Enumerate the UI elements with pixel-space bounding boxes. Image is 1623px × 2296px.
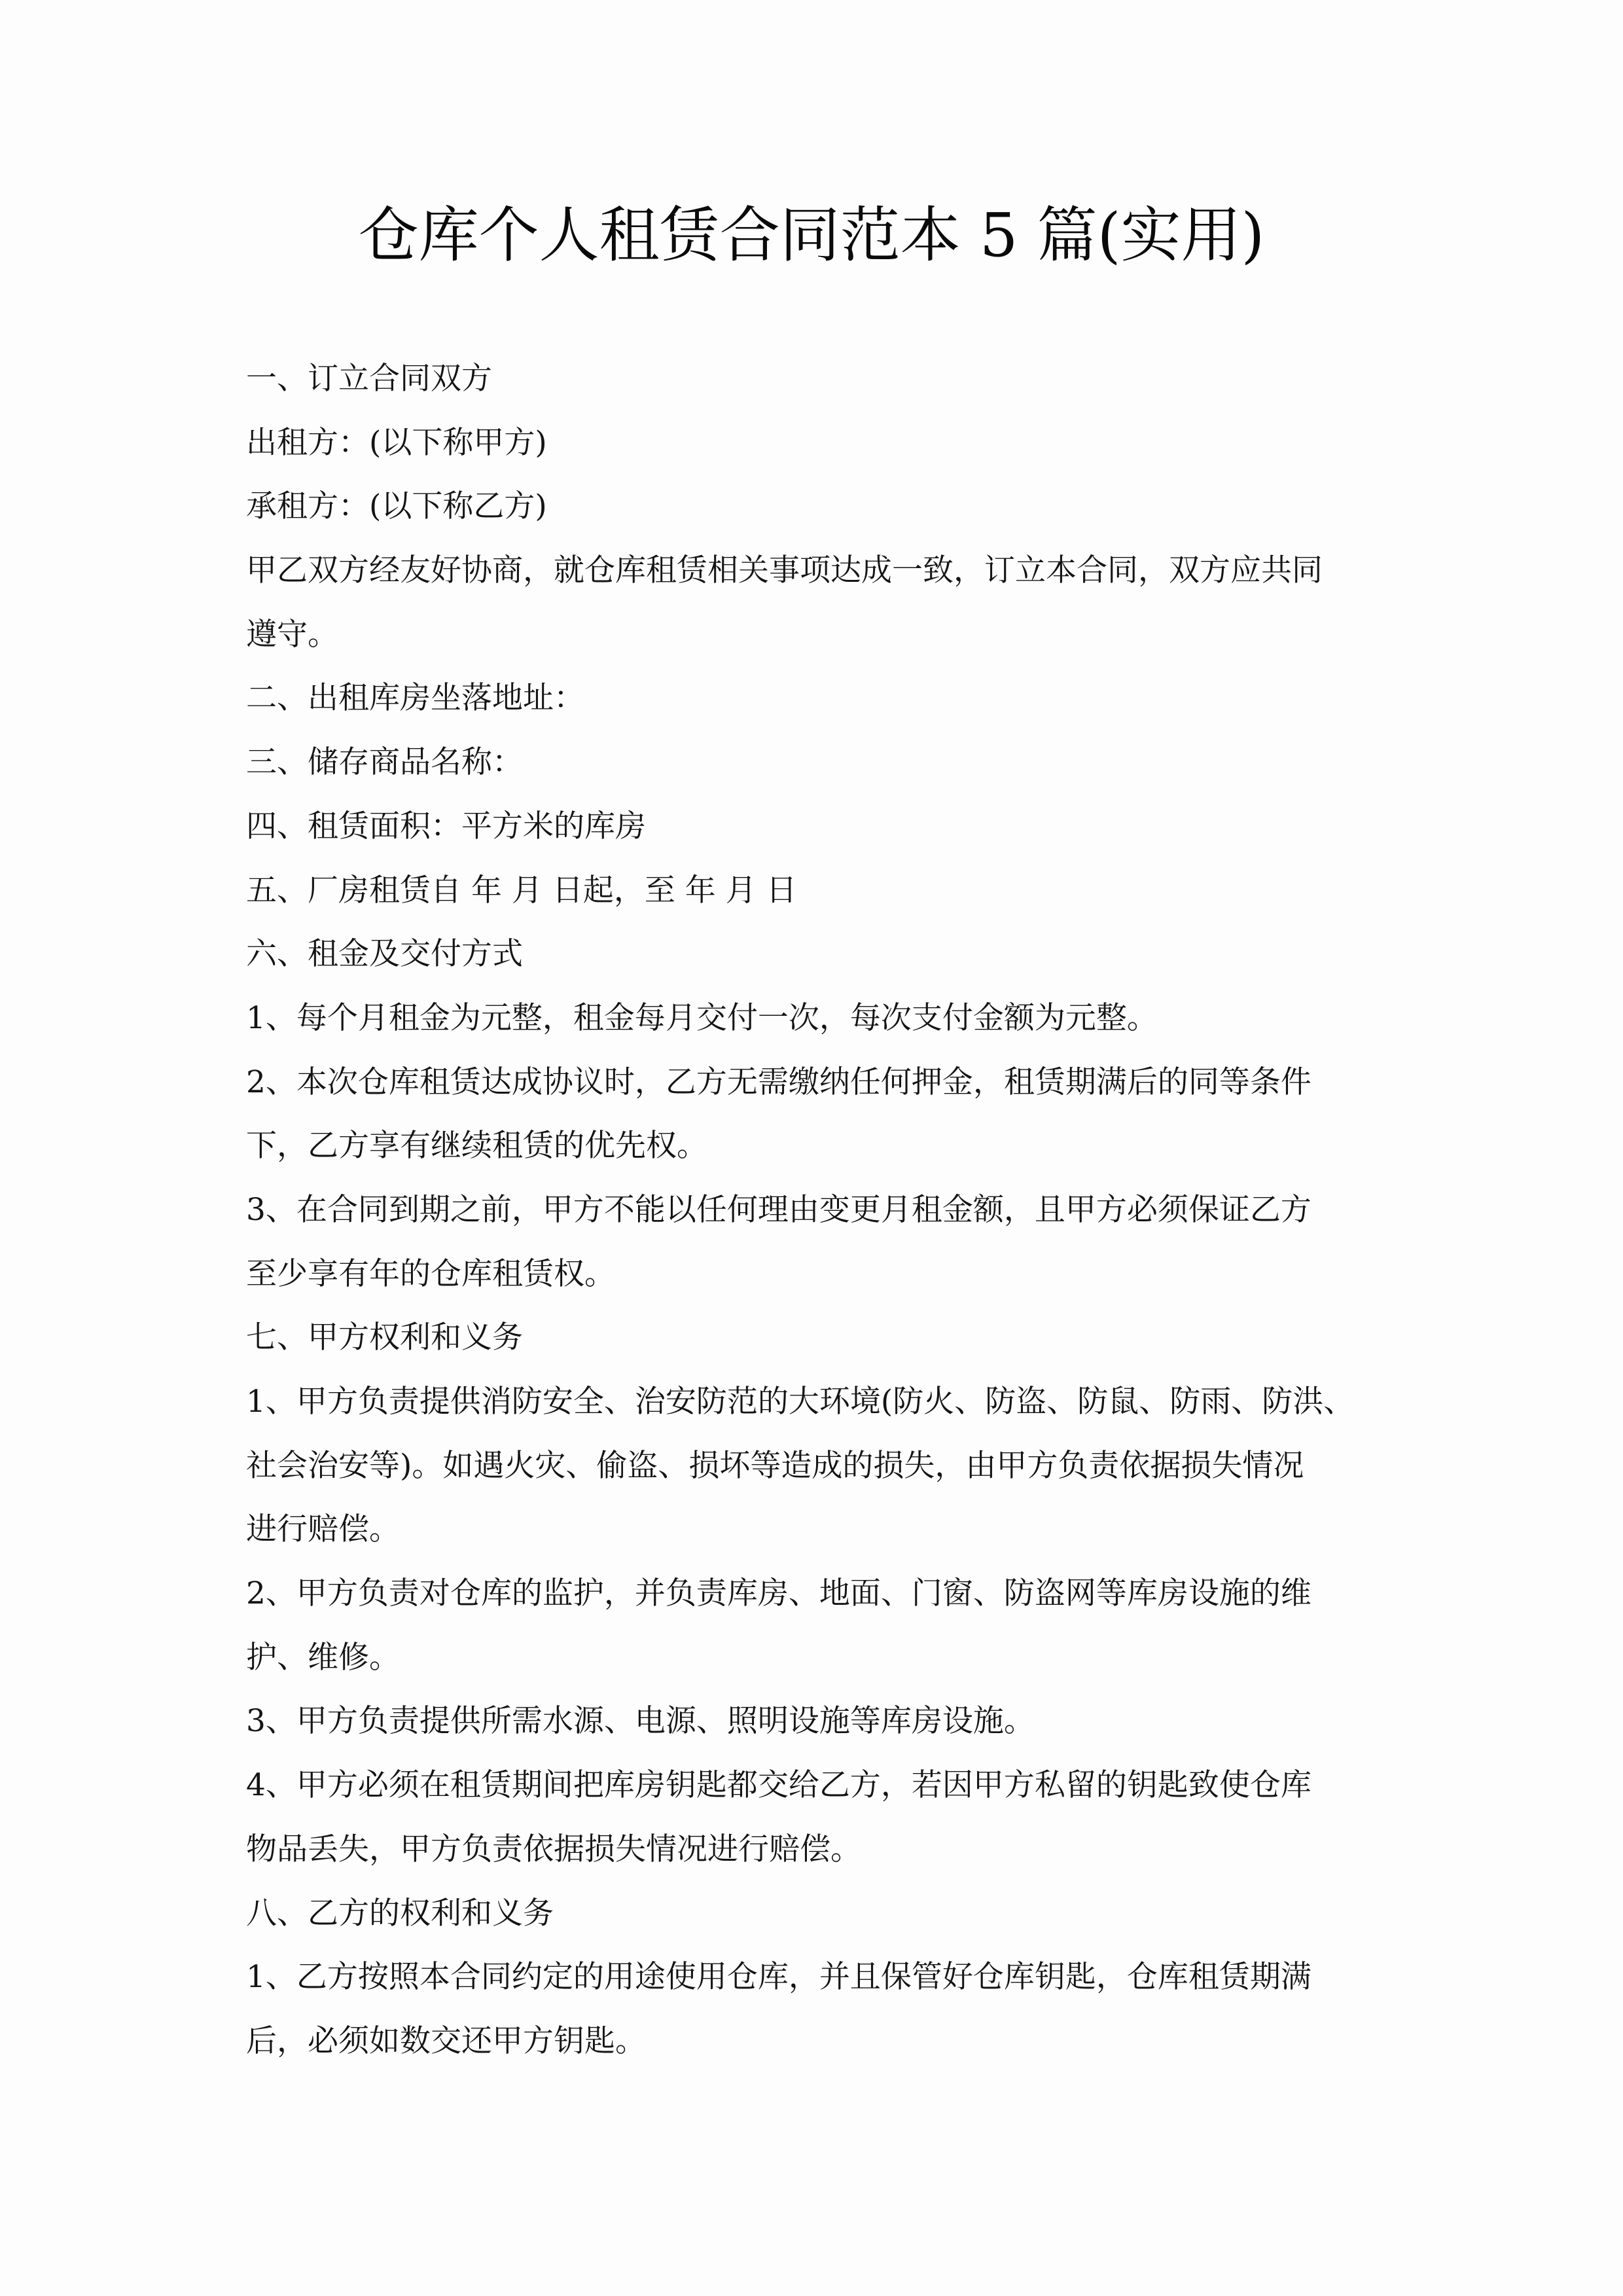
- paragraph-line: 后，必须如数交还甲方钥匙。: [246, 2022, 646, 2059]
- lessee-line: 承租方：(以下称乙方): [246, 488, 547, 525]
- section-heading-goods: 三、储存商品名称：: [246, 744, 523, 781]
- section-heading-address: 二、出租库房坐落地址：: [246, 680, 584, 717]
- paragraph-line: 2、本次仓库租赁达成协议时，乙方无需缴纳任何押金，租赁期满后的同等条件: [246, 1064, 1311, 1100]
- paragraph-line: 社会治安等)。如遇火灾、偷盗、损坏等造成的损失，由甲方负责依据损失情况: [246, 1447, 1304, 1484]
- paragraph-line: 进行赔偿。: [246, 1511, 400, 1548]
- section-heading-parties: 一、订立合同双方: [246, 361, 492, 397]
- section-heading-area: 四、租赁面积：平方米的库房: [246, 808, 646, 844]
- section-heading-rent: 六、租金及交付方式: [246, 936, 523, 973]
- section-heading-term: 五、厂房租赁自 年 月 日起，至 年 月 日: [246, 872, 797, 908]
- paragraph-line: 3、在合同到期之前，甲方不能以任何理由变更月租金额，且甲方必须保证乙方: [246, 1191, 1311, 1228]
- paragraph-line: 物品丢失，甲方负责依据损失情况进行赔偿。: [246, 1831, 861, 1867]
- section-heading-lessee-duties: 八、乙方的权利和义务: [246, 1895, 554, 1931]
- paragraph-line: 1、乙方按照本合同约定的用途使用仓库，并且保管好仓库钥匙，仓库租赁期满: [246, 1959, 1311, 1996]
- paragraph-line: 1、甲方负责提供消防安全、治安防范的大环境(防火、防盗、防鼠、防雨、防洪、: [246, 1384, 1355, 1420]
- document-title: 仓库个人租赁合同范本 5 篇(实用): [358, 200, 1265, 270]
- paragraph-line: 至少享有年的仓库租赁权。: [246, 1255, 615, 1292]
- paragraph-line: 4、甲方必须在租赁期间把库房钥匙都交给乙方，若因甲方私留的钥匙致使仓库: [246, 1767, 1311, 1804]
- paragraph-line: 2、甲方负责对仓库的监护，并负责库房、地面、门窗、防盗网等库房设施的维: [246, 1575, 1311, 1612]
- lessor-line: 出租方：(以下称甲方): [246, 424, 547, 461]
- paragraph-line: 护、维修。: [246, 1639, 400, 1676]
- paragraph-line: 1、每个月租金为元整，租金每月交付一次，每次支付金额为元整。: [246, 999, 1158, 1036]
- paragraph-line: 下，乙方享有继续租赁的优先权。: [246, 1128, 707, 1164]
- paragraph-line: 遵守。: [246, 616, 338, 653]
- paragraph-line: 3、甲方负责提供所需水源、电源、照明设施等库房设施。: [246, 1703, 1035, 1740]
- section-heading-lessor-duties: 七、甲方权利和义务: [246, 1319, 523, 1356]
- paragraph-line: 甲乙双方经友好协商，就仓库租赁相关事项达成一致，订立本合同，双方应共同: [246, 552, 1323, 589]
- document-body: [246, 347, 1385, 2073]
